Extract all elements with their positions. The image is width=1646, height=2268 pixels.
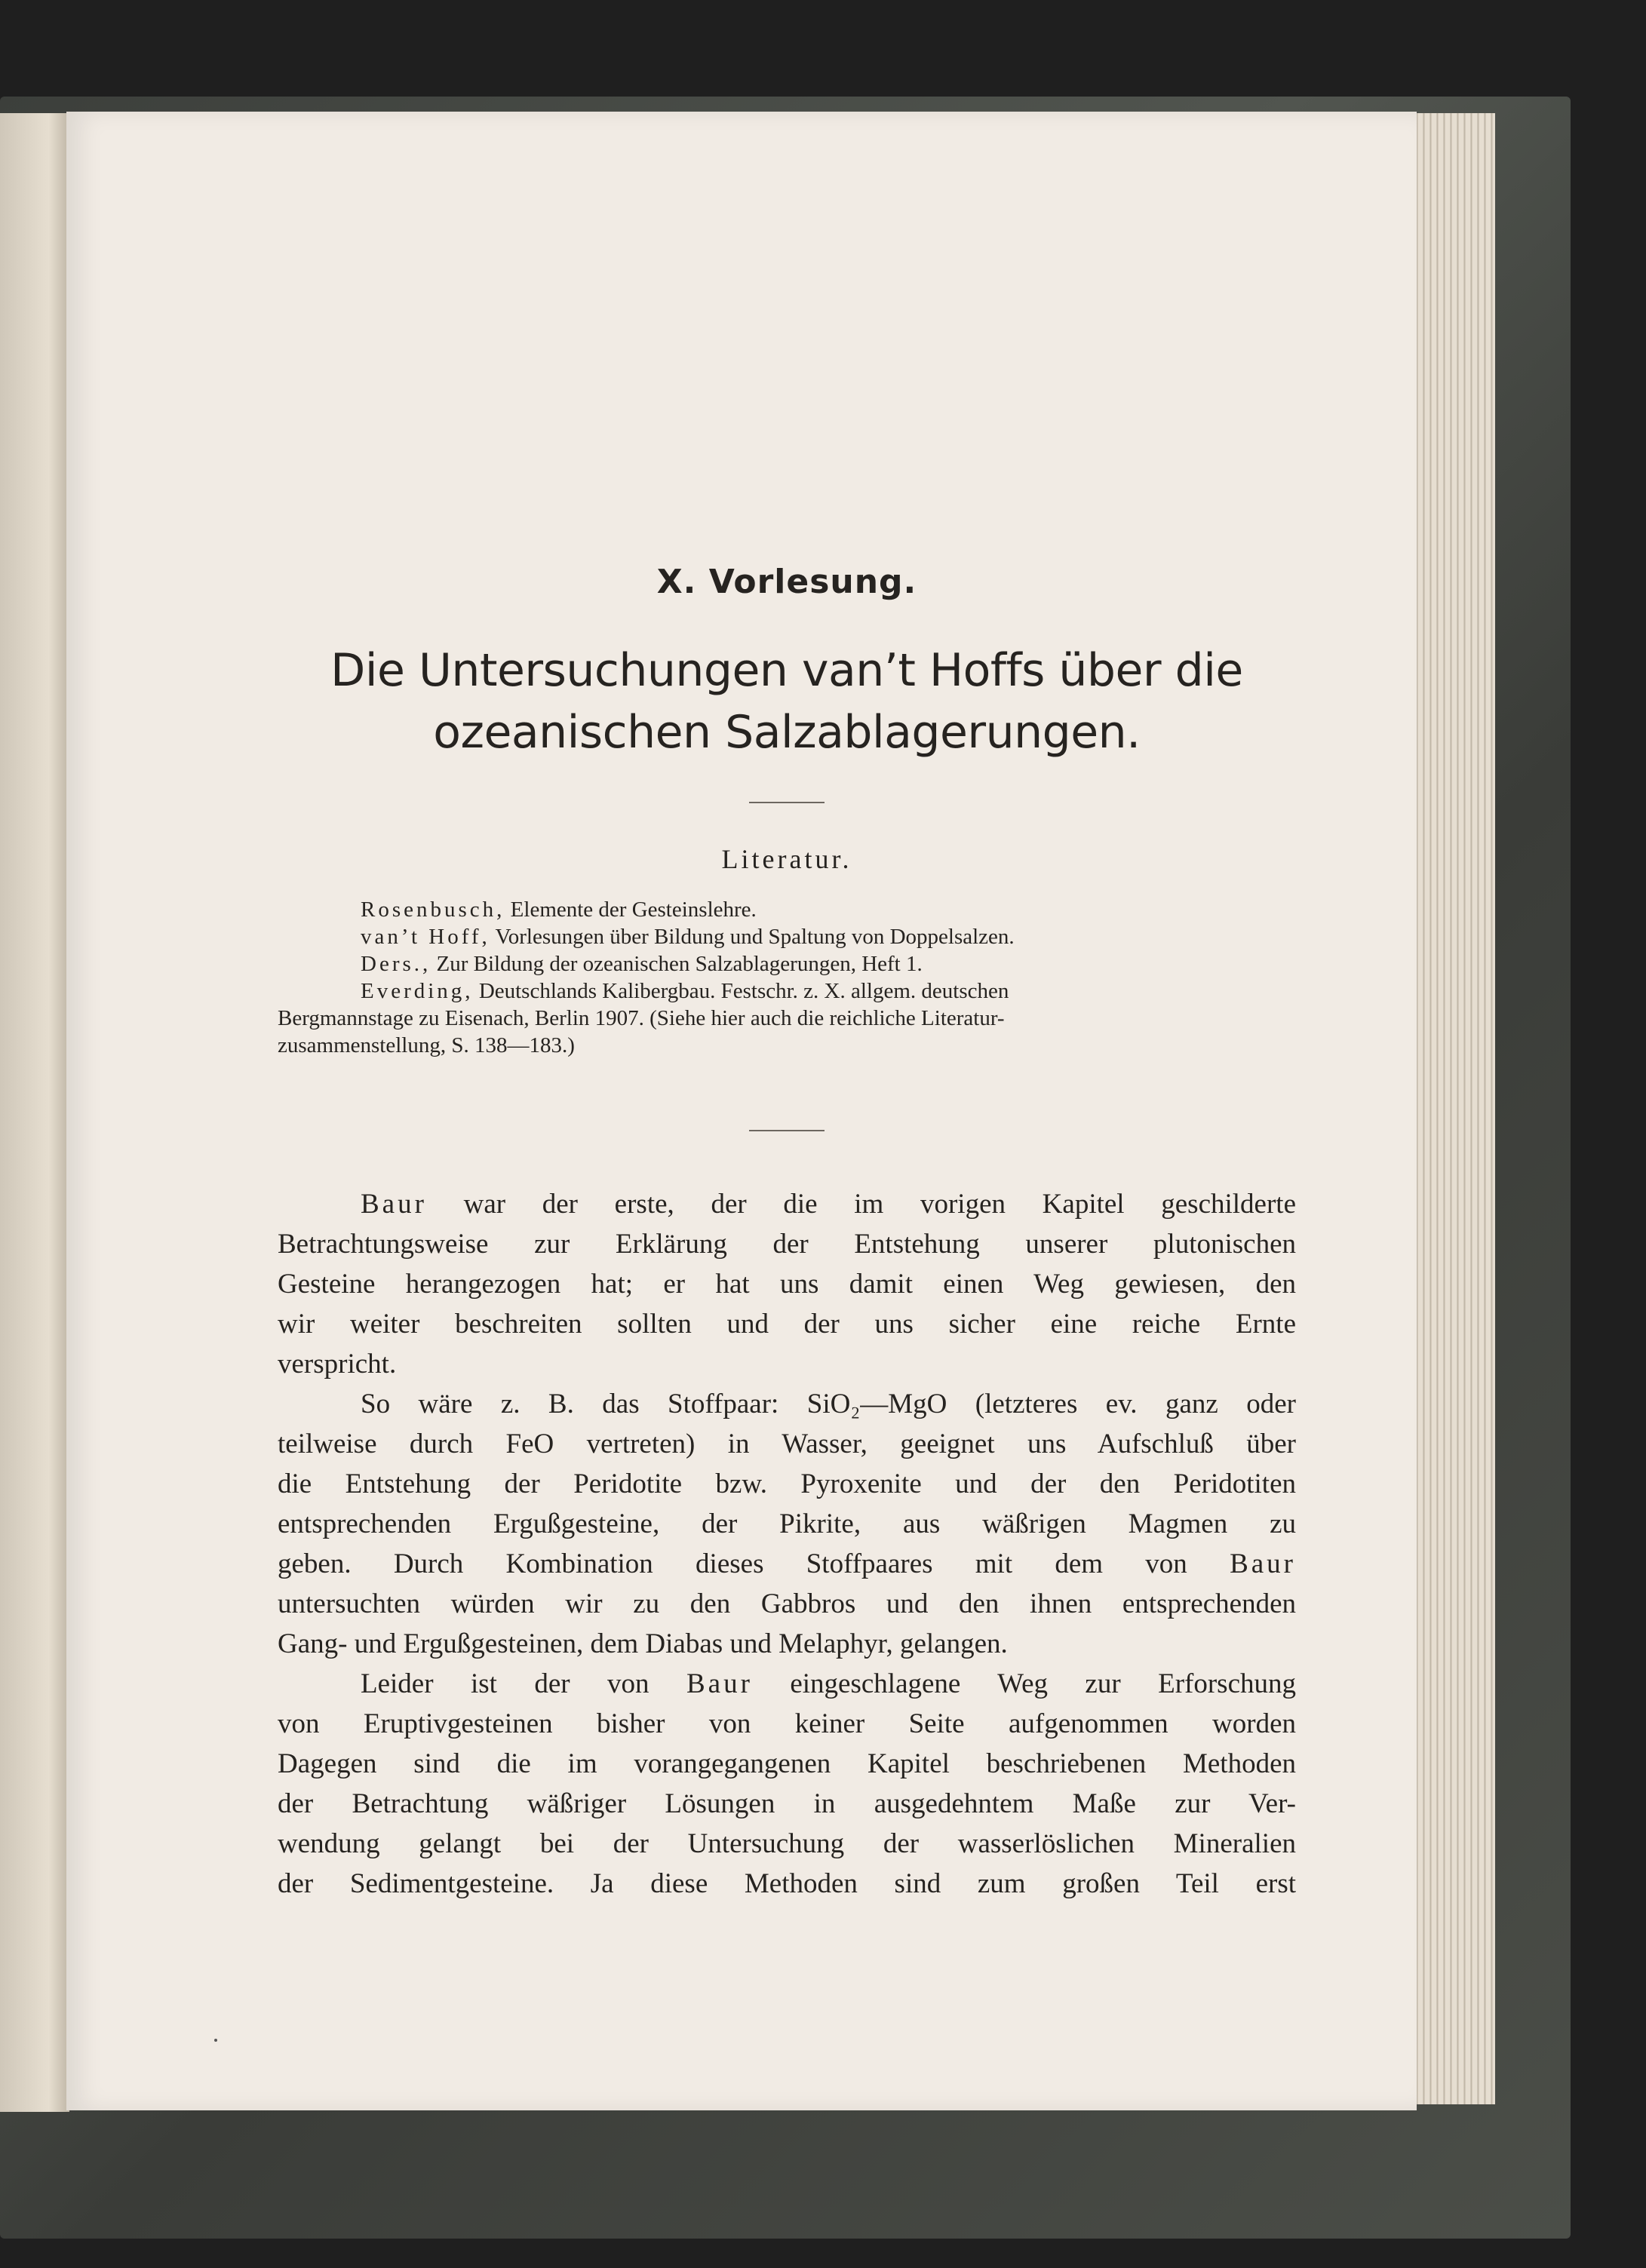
speck: [214, 2039, 217, 2042]
references-list: [278, 896, 1296, 1059]
body-line: Baur war der erste, der die im vorigen Kapitel geschilderte: [361, 1189, 1296, 1220]
reference-item: Ders., Zur Bildung der ozeanischen Salzablagerungen, Heft 1.: [361, 952, 923, 976]
body-line: Betrachtungsweise zur Erklärung der Entstehung unserer plutonischen: [278, 1229, 1296, 1260]
body-line: verspricht.: [278, 1349, 397, 1380]
divider-rule: [749, 1130, 825, 1131]
body-line: entsprechenden Ergußgesteine, der Pikrite, aus wäßrigen Magmen zu: [278, 1508, 1296, 1539]
reference-item: zusammenstellung, S. 138—183.): [278, 1033, 575, 1057]
chapter-title: [278, 640, 1296, 763]
reference-item: van’t Hoff, Vorlesungen über Bildung und Spaltung von Doppelsalzen.: [361, 925, 1015, 949]
reference-item: Everding, Deutschlands Kalibergbau. Festschr. z. X. allgem. deutschen: [361, 979, 1009, 1003]
body-line: teilweise durch FeO vertreten) in Wasser, geeignet uns Aufschluß über: [278, 1429, 1296, 1459]
body-line: Gesteine herangezogen hat; er hat uns damit einen Weg gewiesen, den: [278, 1269, 1296, 1300]
reference-item: Bergmannstage zu Eisenach, Berlin 1907. (Siehe hier auch die reichliche Literatur-: [278, 1006, 1005, 1030]
body-line: Leider ist der von Baur eingeschlagene Weg zur Erforschung: [361, 1668, 1296, 1699]
body-line: der Betrachtung wäßriger Lösungen in ausgedehntem Maße zur Ver-: [278, 1788, 1296, 1819]
divider-rule: [749, 802, 825, 803]
reference-item: Rosenbusch, Elemente der Gesteinslehre.: [361, 898, 757, 922]
body-line: wendung gelangt bei der Untersuchung der wasserlöslichen Mineralien: [278, 1828, 1296, 1859]
page-stack-edges: [1405, 113, 1495, 2104]
left-page-edge: [0, 113, 69, 2112]
body-line: untersuchten würden wir zu den Gabbros und den ihnen entsprechenden: [278, 1588, 1296, 1619]
body-line: Dagegen sind die im vorangegangenen Kapitel beschriebenen Methoden: [278, 1748, 1296, 1779]
body-line: So wäre z. B. das Stoffpaar: SiO₂—MgO (letzteres ev. ganz oder: [361, 1389, 1296, 1419]
body-line: geben. Durch Kombination dieses Stoffpaares mit dem von Baur: [278, 1548, 1296, 1579]
chapter-title-line: Die Untersuchungen van’t Hoffs über die: [330, 644, 1243, 697]
book-page: [66, 112, 1417, 2110]
body-line: der Sedimentgesteine. Ja diese Methoden sind zum großen Teil erst: [278, 1868, 1296, 1899]
literature-heading: Literatur.: [721, 844, 852, 874]
lecture-heading: X. Vorlesung.: [656, 563, 917, 601]
body-line: Gang- und Ergußgesteinen, dem Diabas und Melaphyr, gelangen.: [278, 1628, 1008, 1659]
body-line: wir weiter beschreiten sollten und der uns sicher eine reiche Ernte: [278, 1309, 1296, 1340]
body-line: von Eruptivgesteinen bisher von keiner Seite aufgenommen worden: [278, 1708, 1296, 1739]
body-line: die Entstehung der Peridotite bzw. Pyroxenite und der den Peridotiten: [278, 1469, 1296, 1499]
body-text: [278, 1184, 1296, 1904]
chapter-title-line: ozeanischen Salzablagerungen.: [433, 706, 1141, 759]
